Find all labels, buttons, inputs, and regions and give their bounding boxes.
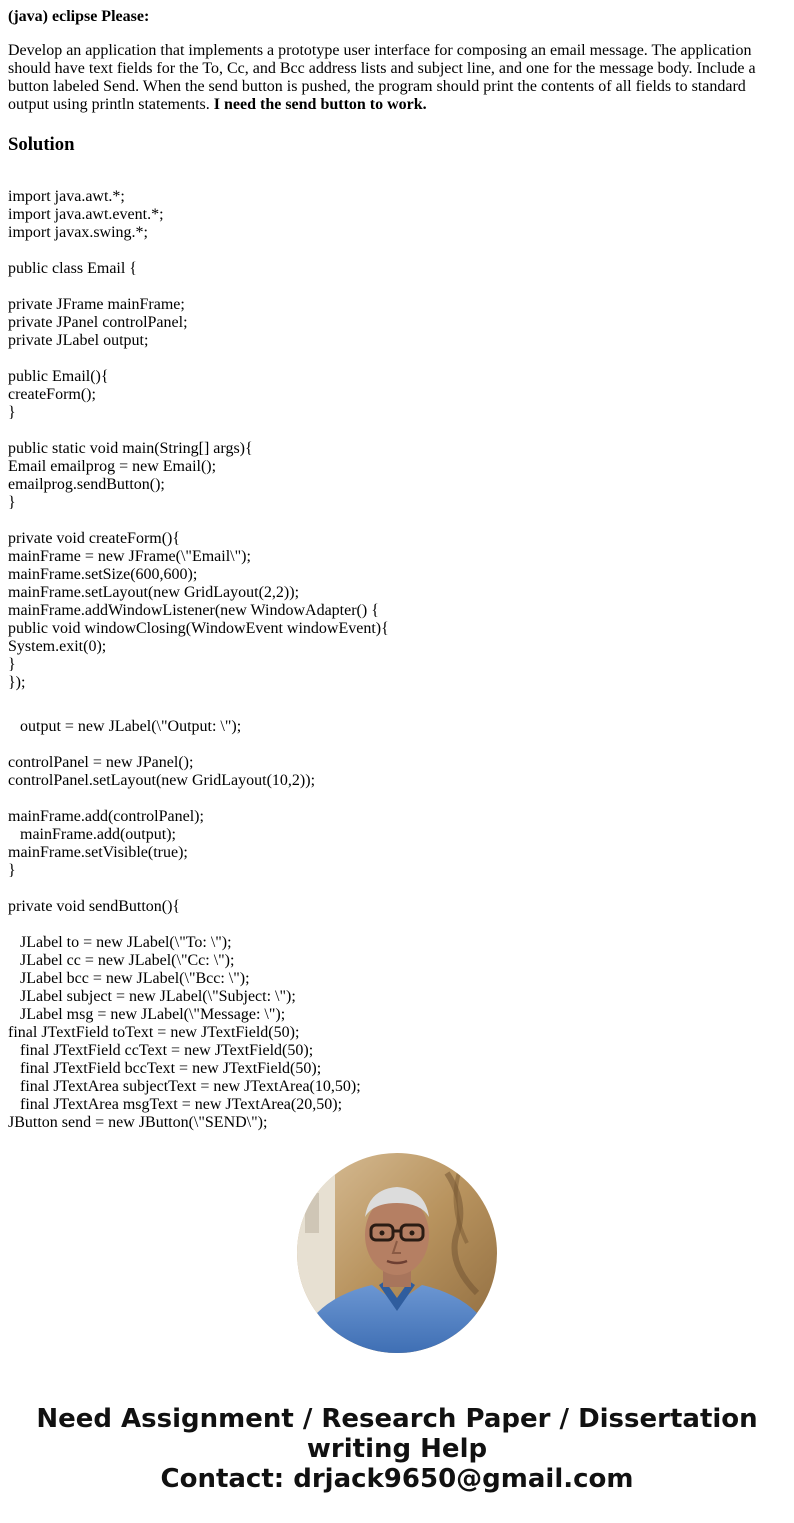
code-line: private void createForm(){ xyxy=(8,530,181,547)
avatar-portrait xyxy=(297,1153,497,1353)
code-line: emailprog.sendButton(); xyxy=(8,476,165,493)
code-blank-line xyxy=(8,736,786,754)
code-line: public Email(){ xyxy=(8,368,109,385)
code-blank-line xyxy=(8,278,786,296)
code-line: private JFrame mainFrame; xyxy=(8,296,185,313)
code-line: createForm(); xyxy=(8,386,96,403)
code-blank-line xyxy=(8,880,786,898)
code-line: final JTextArea msgText = new JTextArea(20,50); xyxy=(20,1096,343,1113)
code-blank-line xyxy=(8,790,786,808)
question-title: (java) eclipse Please: xyxy=(8,8,150,25)
code-line: output = new JLabel(\"Output: \"); xyxy=(20,718,242,735)
code-line: mainFrame.add(controlPanel); xyxy=(8,808,204,825)
code-line: public static void main(String[] args){ xyxy=(8,440,253,457)
code-blank-line xyxy=(8,242,786,260)
code-blank-line xyxy=(8,512,786,530)
code-blank-line xyxy=(8,916,786,934)
code-line: JLabel to = new JLabel(\"To: \"); xyxy=(20,934,232,951)
code-blank-line xyxy=(8,422,786,440)
code-line: Email emailprog = new Email(); xyxy=(8,458,217,475)
contact-email: Contact: drjack9650@gmail.com xyxy=(160,1464,634,1494)
code-line: final JTextField ccText = new JTextField(50); xyxy=(20,1042,314,1059)
code-line: private void sendButton(){ xyxy=(8,898,181,915)
code-line: private JLabel output; xyxy=(8,332,149,349)
code-line: final JTextField bccText = new JTextField(50); xyxy=(20,1060,322,1077)
code-line: JLabel msg = new JLabel(\"Message: \"); xyxy=(20,1006,286,1023)
code-line: System.exit(0); xyxy=(8,638,107,655)
page-content xyxy=(8,0,786,1132)
question-body xyxy=(8,42,786,114)
code-line: mainFrame.setVisible(true); xyxy=(8,844,188,861)
code-line: mainFrame.setSize(600,600); xyxy=(8,566,198,583)
code-line: private JPanel controlPanel; xyxy=(8,314,188,331)
question-emphasis: I need the send button to work. xyxy=(213,96,427,113)
code-line: final JTextArea subjectText = new JTextArea(10,50); xyxy=(20,1078,361,1095)
code-line: JLabel subject = new JLabel(\"Subject: \"); xyxy=(20,988,296,1005)
code-line: } xyxy=(8,404,16,421)
code-line: JLabel bcc = new JLabel(\"Bcc: \"); xyxy=(20,970,250,987)
code-blank-line xyxy=(8,692,786,710)
code-line: controlPanel = new JPanel(); xyxy=(8,754,194,771)
promo-line: Need Assignment / Research Paper / Dissertation xyxy=(36,1404,758,1434)
code-blank-line xyxy=(8,350,786,368)
code-line: public void windowClosing(WindowEvent windowEvent){ xyxy=(8,620,389,637)
code-line: import java.awt.*; xyxy=(8,188,125,205)
solution-heading: Solution xyxy=(8,134,75,155)
code-line: final JTextField toText = new JTextField(50); xyxy=(8,1024,300,1041)
code-line: public class Email { xyxy=(8,260,137,277)
code-line: mainFrame = new JFrame(\"Email\"); xyxy=(8,548,251,565)
code-line: mainFrame.add(output); xyxy=(20,826,176,843)
promo-footer xyxy=(0,1404,794,1494)
code-line: mainFrame.addWindowListener(new WindowAdapter() { xyxy=(8,602,379,619)
code-line: import javax.swing.*; xyxy=(8,224,148,241)
code-line: }); xyxy=(8,674,26,691)
code-block xyxy=(8,188,786,1132)
code-line: } xyxy=(8,862,16,879)
code-line: } xyxy=(8,494,16,511)
code-line: } xyxy=(8,656,16,673)
avatar xyxy=(297,1153,497,1353)
code-line: JButton send = new JButton(\"SEND\"); xyxy=(8,1114,268,1131)
code-line: import java.awt.event.*; xyxy=(8,206,164,223)
code-line: JLabel cc = new JLabel(\"Cc: \"); xyxy=(20,952,235,969)
code-line: controlPanel.setLayout(new GridLayout(10,2)); xyxy=(8,772,316,789)
promo-line: writing Help xyxy=(306,1434,488,1464)
code-line: mainFrame.setLayout(new GridLayout(2,2)); xyxy=(8,584,300,601)
question-text: Develop an application that implements a prototype user interface for composing an email message. The application should have text fields for the To, Cc, and Bcc address lists and subject line, and one for the message body. Include a button labeled Send. When the send button is pushed, the program should print the contents of all fields to standard output using println statements. xyxy=(8,42,756,113)
